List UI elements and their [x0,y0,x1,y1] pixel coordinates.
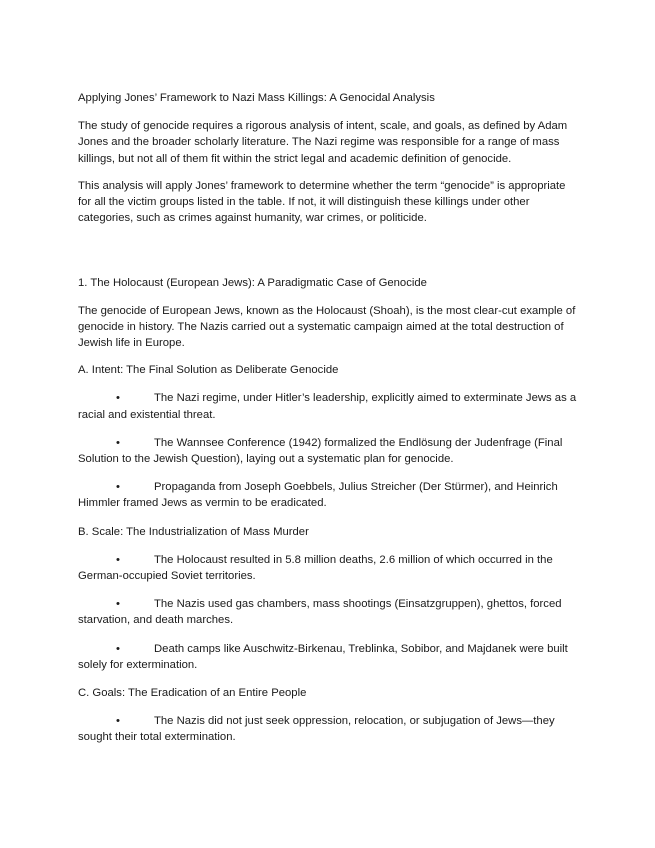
bullet-text: The Nazi regime, under Hitler’s leadership, explicitly aimed to exterminate Jews as a racial and existential threat. [78,392,577,421]
bullet-item [78,641,578,673]
bullet-icon: • [116,392,120,405]
section-paragraph: The genocide of European Jews, known as the Holocaust (Shoah), is the most clear-cut example of genocide in history. The Nazis carried out a systematic campaign aimed at the total destruction of Jewish life in Europe. [78,304,576,350]
bullet-item [78,390,578,422]
subsection-heading-scale: B. Scale: The Industrialization of Mass Murder [78,525,309,538]
bullet-text: The Holocaust resulted in 5.8 million deaths, 2.6 million of which occurred in the German-occupied Soviet territories. [78,553,553,583]
intro-paragraph: This analysis will apply Jones’ framework to determine whether the term “genocide” is appropriate for all the victim groups listed in the table. If not, it will distinguish these killings under other categories, such as crimes against humanity, war crimes, or politicide. [78,179,566,225]
bullet-item [78,713,578,745]
subsection-heading-intent: A. Intent: The Final Solution as Deliberate Genocide [78,364,339,377]
bullet-text: The Wannsee Conference (1942) formalized the Endlösung der Judenfrage (Final Solution to the Jewish Question), laying out a systematic plan for genocide. [78,436,563,466]
bullet-text: The Nazis did not just seek oppression, relocation, or subjugation of Jews—they sought their total extermination. [78,715,555,744]
bullet-item [78,435,578,467]
document-title: Applying Jones’ Framework to Nazi Mass Killings: A Genocidal Analysis [78,92,435,104]
bullet-icon: • [116,642,120,655]
bullet-icon: • [116,436,120,449]
bullet-icon: • [116,481,120,494]
bullet-item [78,479,578,511]
bullet-icon: • [116,553,120,566]
bullet-text: Death camps like Auschwitz-Birkenau, Treblinka, Sobibor, and Majdanek were built solely for extermination. [78,642,568,671]
bullet-icon: • [116,598,120,611]
bullet-item [78,596,578,628]
section-heading: 1. The Holocaust (European Jews): A Paradigmatic Case of Genocide [78,277,427,290]
bullet-icon: • [116,715,120,728]
bullet-item [78,552,578,584]
bullet-text: Propaganda from Joseph Goebbels, Julius Streicher (Der Stürmer), and Heinrich Himmler framed Jews as vermin to be eradicated. [78,481,558,510]
intro-paragraph: The study of genocide requires a rigorous analysis of intent, scale, and goals, as defined by Adam Jones and the broader scholarly literature. The Nazi regime was responsible for a range of mass killings, but not all of them fit within the strict legal and academic definition of genocide. [78,120,568,165]
bullet-text: The Nazis used gas chambers, mass shootings (Einsatzgruppen), ghettos, forced starvation, and death marches. [78,598,562,627]
subsection-heading-goals: C. Goals: The Eradication of an Entire People [78,687,307,700]
document-body [78,90,578,758]
section-spacer [78,237,578,275]
